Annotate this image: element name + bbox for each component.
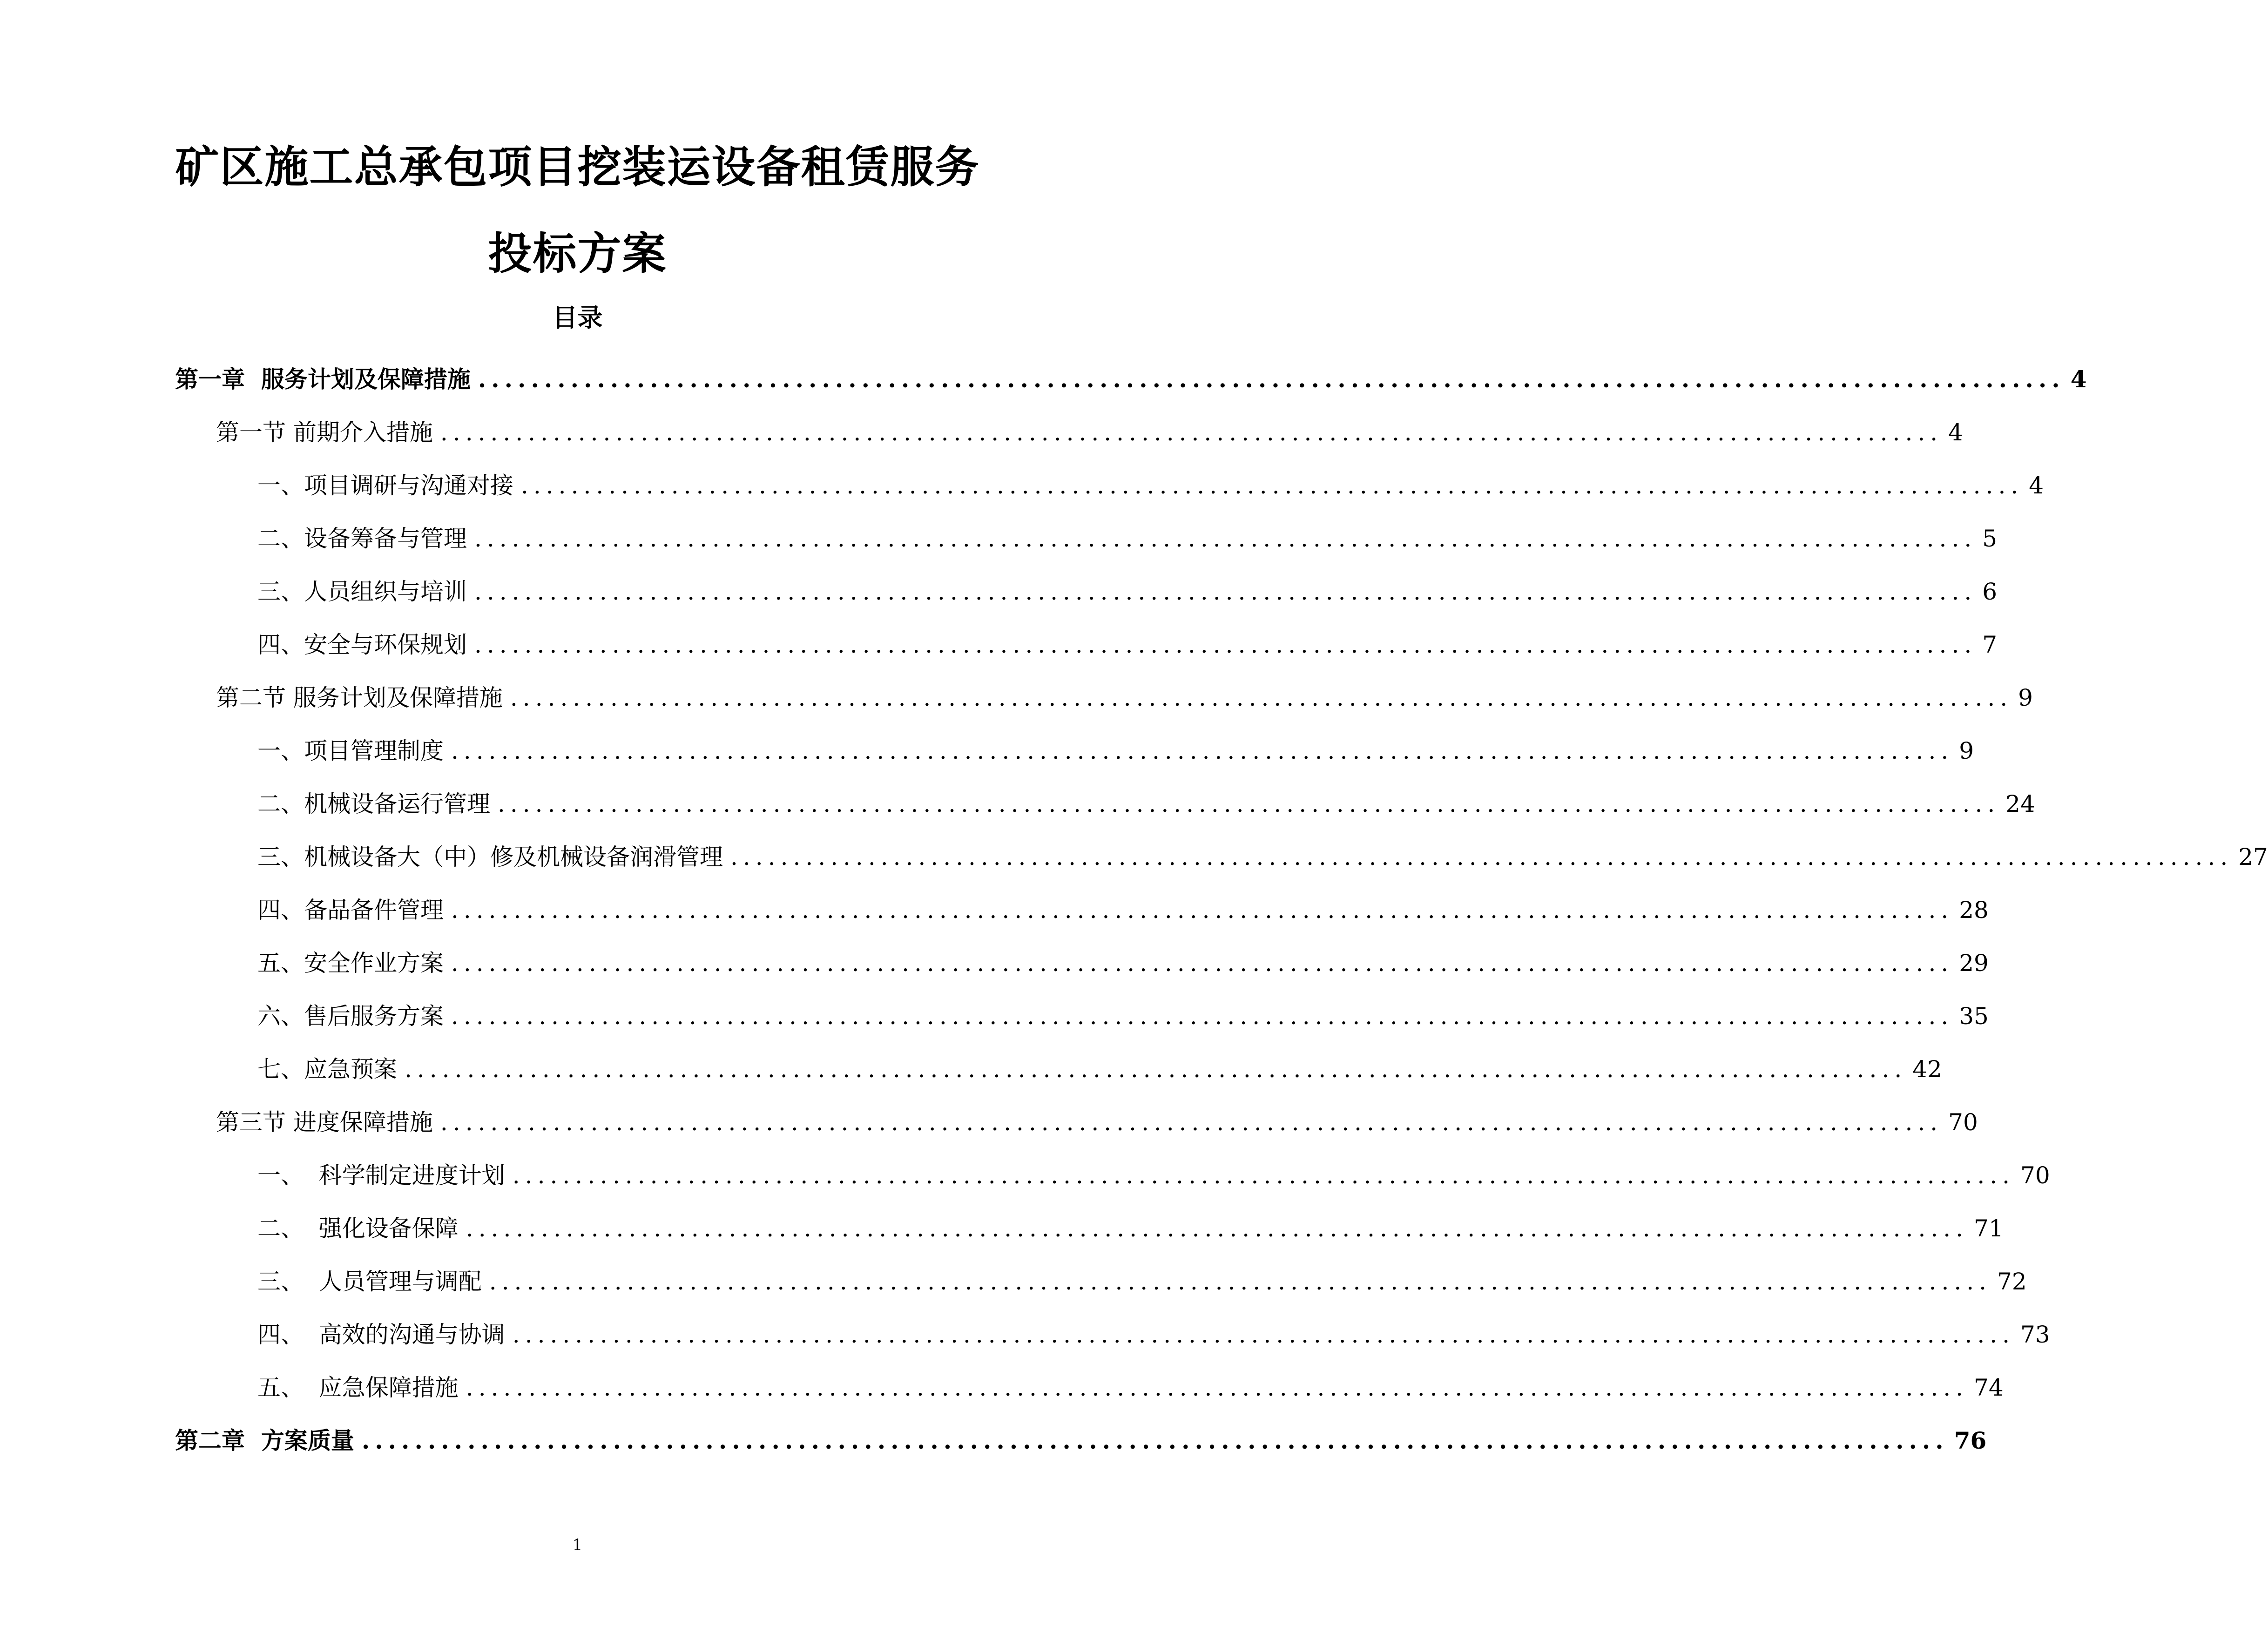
toc-entry-label xyxy=(257,527,467,550)
toc-entry-label xyxy=(216,1111,433,1134)
toc-dot-leader: ........................................................................................................................ xyxy=(405,1056,1907,1083)
toc-entry-text: 进度保障措施 xyxy=(293,1109,433,1136)
toc-entry-page-number: 73 xyxy=(2020,1321,2050,1348)
toc-entry-prefix: 二、 xyxy=(257,790,304,817)
toc-entry-text: 售后服务方案 xyxy=(304,1003,444,1030)
toc-entry-prefix: 七、 xyxy=(257,1056,304,1083)
toc-entry-prefix: 三、 xyxy=(257,578,304,605)
toc-entry-gap xyxy=(286,419,293,446)
toc-entry-item[interactable] xyxy=(257,518,1998,552)
toc-dot-leader: ........................................................................................................................ xyxy=(474,631,1977,658)
toc-entry-page-number: 4 xyxy=(2070,365,2087,393)
toc-entry-prefix: 五、 xyxy=(257,950,304,977)
toc-dot-leader: ........................................................................................................................ xyxy=(440,419,1943,446)
toc-entry-page-number: 7 xyxy=(1982,631,1998,658)
page-number: 1 xyxy=(572,1536,583,1554)
toc-entry-label xyxy=(257,633,467,656)
toc-entry-prefix: 一、 xyxy=(257,472,304,499)
toc-entry-item[interactable] xyxy=(257,571,1998,605)
toc-entry-page-number: 35 xyxy=(1959,1003,1989,1030)
toc-entry-label xyxy=(257,580,467,603)
toc-entry-text: 安全作业方案 xyxy=(304,950,444,977)
toc-entry-page-number: 24 xyxy=(2005,790,2035,817)
toc-entry-prefix: 一、 xyxy=(257,737,304,764)
toc-entry-label xyxy=(216,686,503,709)
toc-entry-text: 人员组织与培训 xyxy=(304,578,467,605)
toc-entry-label xyxy=(216,421,433,444)
toc-entry-item[interactable] xyxy=(257,783,2035,817)
toc-entry-gap xyxy=(304,1162,319,1189)
toc-entry-text: 强化设备保障 xyxy=(318,1215,459,1242)
toc-entry-gap xyxy=(304,1215,319,1242)
toc-entry-prefix: 第三节 xyxy=(216,1109,286,1136)
toc-entry-text: 前期介入措施 xyxy=(293,419,433,446)
toc-entry-page-number: 29 xyxy=(1959,950,1989,977)
toc-entry-label xyxy=(175,1429,354,1452)
toc-entry-text: 应急预案 xyxy=(304,1056,397,1083)
toc-entry-prefix: 四、 xyxy=(257,1321,304,1348)
toc-entry-label xyxy=(257,1164,505,1187)
toc-entry-page-number: 70 xyxy=(1948,1109,1978,1136)
toc-dot-leader: ........................................................................................................................ xyxy=(466,1215,1969,1242)
toc-dot-leader: ........................................................................................................................ xyxy=(510,684,2013,711)
toc-heading: 目录 xyxy=(552,303,603,332)
toc-entry-page-number: 71 xyxy=(1974,1215,2004,1242)
toc-dot-leader: ........................................................................................................................ xyxy=(361,1427,1949,1454)
toc-entry-item[interactable] xyxy=(257,1208,2004,1242)
toc-entry-label xyxy=(257,792,490,816)
toc-entry-label xyxy=(257,1217,459,1240)
toc-dot-leader: ........................................................................................................................ xyxy=(478,365,2065,393)
toc-entry-prefix: 一、 xyxy=(257,1162,304,1189)
toc-dot-leader: ........................................................................................................................ xyxy=(451,1003,1954,1030)
toc-entry-text: 人员管理与调配 xyxy=(318,1268,482,1295)
toc-entry-page-number: 4 xyxy=(1948,419,1963,446)
toc-entry-prefix: 四、 xyxy=(257,897,304,924)
toc-entry-item[interactable] xyxy=(257,624,1998,658)
toc-entry-gap xyxy=(245,1427,261,1454)
toc-entry-item[interactable] xyxy=(257,889,1989,924)
toc-entry-text: 高效的沟通与协调 xyxy=(318,1321,505,1348)
toc-entry-gap xyxy=(245,365,261,393)
toc-entry-text: 机械设备运行管理 xyxy=(304,790,490,817)
toc-entry-page-number: 74 xyxy=(1974,1374,2004,1401)
toc-entry-page-number: 9 xyxy=(2018,684,2033,711)
toc-entry-item[interactable] xyxy=(257,1048,1942,1083)
toc-entry-section[interactable] xyxy=(216,412,1963,446)
toc-entry-label xyxy=(257,1323,505,1346)
toc-entry-label xyxy=(257,1005,444,1028)
toc-entry-page-number: 28 xyxy=(1959,897,1989,924)
toc-entry-prefix: 四、 xyxy=(257,631,304,658)
toc-entry-page-number: 76 xyxy=(1954,1427,1987,1454)
toc-entry-item[interactable] xyxy=(257,995,1989,1030)
toc-entry-label xyxy=(257,898,444,922)
toc-entry-prefix: 六、 xyxy=(257,1003,304,1030)
toc-entry-page-number: 70 xyxy=(2020,1162,2050,1189)
toc-entry-page-number: 9 xyxy=(1959,737,1974,764)
toc-entry-gap xyxy=(286,1109,293,1136)
toc-entry-page-number: 72 xyxy=(1997,1268,2027,1295)
toc-entry-text: 机械设备大（中）修及机械设备润滑管理 xyxy=(304,843,723,870)
toc-entry-section[interactable] xyxy=(216,1101,1978,1136)
toc-entry-item[interactable] xyxy=(257,1314,2050,1348)
toc-entry-prefix: 第二节 xyxy=(216,684,286,711)
toc-dot-leader: ........................................................................................................................ xyxy=(730,843,2233,870)
toc-dot-leader: ........................................................................................................................ xyxy=(451,950,1954,977)
toc-entry-item[interactable] xyxy=(257,836,2268,870)
toc-entry-page-number: 27 xyxy=(2238,843,2268,870)
toc-entry-label xyxy=(175,365,471,393)
toc-entry-label xyxy=(257,739,444,763)
toc-entry-item[interactable] xyxy=(257,942,1989,977)
toc-entry-page-number: 42 xyxy=(1912,1056,1942,1083)
toc-entry-prefix: 二、 xyxy=(257,525,304,552)
toc-entry-label xyxy=(257,1270,482,1293)
toc-entry-text: 安全与环保规划 xyxy=(304,631,467,658)
toc-entry-text: 备品备件管理 xyxy=(304,897,444,924)
toc-entry-page-number: 4 xyxy=(2029,472,2044,499)
toc-entry-label xyxy=(257,951,444,975)
toc-entry-label xyxy=(257,845,723,869)
toc-entry-text: 项目管理制度 xyxy=(304,737,444,764)
toc-entry-chapter[interactable] xyxy=(175,358,2087,393)
toc-entry-prefix: 二、 xyxy=(257,1215,304,1242)
toc-entry-text: 科学制定进度计划 xyxy=(318,1162,505,1189)
toc-entry-text: 服务计划及保障措施 xyxy=(293,684,503,711)
toc-entry-chapter[interactable] xyxy=(175,1420,1987,1454)
toc-entry-prefix: 第二章 xyxy=(175,1427,245,1454)
toc-dot-leader: ........................................................................................................................ xyxy=(451,737,1954,764)
toc-entry-gap xyxy=(304,1374,319,1401)
toc-entry-gap xyxy=(304,1321,319,1348)
toc-entry-text: 设备筹备与管理 xyxy=(304,525,467,552)
document-title-line-2: 投标方案 xyxy=(488,228,667,279)
toc-entry-text: 方案质量 xyxy=(261,1427,354,1454)
toc-entry-item[interactable] xyxy=(257,1261,2027,1295)
toc-entry-prefix: 三、 xyxy=(257,843,304,870)
toc-dot-leader: ........................................................................................................................ xyxy=(521,472,2024,499)
toc-entry-gap xyxy=(304,1268,319,1295)
toc-dot-leader: ........................................................................................................................ xyxy=(451,897,1954,924)
toc-dot-leader: ........................................................................................................................ xyxy=(489,1268,1992,1295)
toc-entry-item[interactable] xyxy=(257,730,1974,764)
toc-entry-item[interactable] xyxy=(257,1367,2004,1401)
toc-entry-label xyxy=(257,474,513,497)
toc-dot-leader: ........................................................................................................................ xyxy=(474,525,1977,552)
toc-entry-item[interactable] xyxy=(257,465,2044,499)
toc-entry-prefix: 五、 xyxy=(257,1374,304,1401)
toc-entry-text: 项目调研与沟通对接 xyxy=(304,472,513,499)
toc-entry-section[interactable] xyxy=(216,677,2033,711)
toc-dot-leader: ........................................................................................................................ xyxy=(466,1374,1969,1401)
toc-entry-gap xyxy=(286,684,293,711)
toc-entry-text: 服务计划及保障措施 xyxy=(261,365,471,393)
toc-entry-item[interactable] xyxy=(257,1154,2050,1189)
toc-entry-page-number: 6 xyxy=(1982,578,1998,605)
toc-entry-prefix: 第一节 xyxy=(216,419,286,446)
toc-entry-prefix: 三、 xyxy=(257,1268,304,1295)
toc-dot-leader: ........................................................................................................................ xyxy=(512,1321,2015,1348)
toc-dot-leader: ........................................................................................................................ xyxy=(474,578,1977,605)
toc-dot-leader: ........................................................................................................................ xyxy=(498,790,2000,817)
toc-entry-text: 应急保障措施 xyxy=(318,1374,459,1401)
toc-dot-leader: ........................................................................................................................ xyxy=(440,1109,1943,1136)
toc-dot-leader: ........................................................................................................................ xyxy=(512,1162,2015,1189)
toc-entry-label xyxy=(257,1376,459,1399)
toc-entry-label xyxy=(257,1058,397,1081)
toc-entry-page-number: 5 xyxy=(1982,525,1998,552)
document-title-line-1: 矿区施工总承包项目挖装运设备租赁服务 xyxy=(175,142,980,193)
toc-entry-prefix: 第一章 xyxy=(175,365,245,393)
